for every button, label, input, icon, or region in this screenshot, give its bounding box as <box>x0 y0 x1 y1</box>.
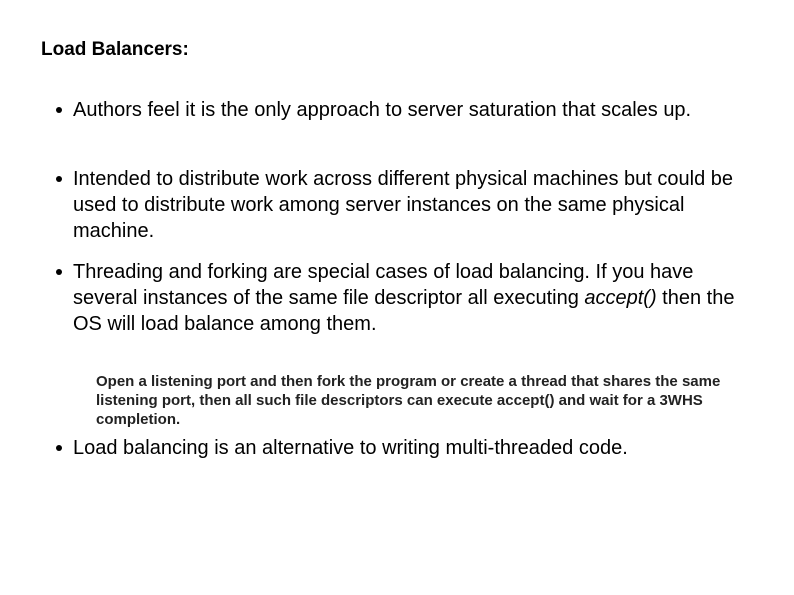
code-accept: accept() <box>584 287 657 309</box>
bullet-text <box>73 259 753 337</box>
bullet-text: Load balancing is an alternative to writing multi-threaded code. <box>73 437 628 459</box>
bullet-dot-icon <box>56 269 62 275</box>
bullet-dot-icon <box>56 176 62 182</box>
sub-note: Open a listening port and then fork the program or create a thread that shares the same listening port, then all such file descriptors can execute accept() and wait for a 3WHS completion. <box>96 373 721 428</box>
bullet-dot-icon <box>56 107 62 113</box>
bullet-text: Intended to distribute work across different physical machines but could be used to distribute work among server instances on the same physical machine. <box>73 168 733 242</box>
bullet-text-part: Threading and forking are special cases of load balancing. If you have several instances of the same file descriptor all executing <box>73 261 694 309</box>
bullet-text-part: then the OS will load balance among them. <box>73 287 735 335</box>
bullet-dot-icon <box>56 445 62 451</box>
slide-title: Load Balancers: <box>41 39 189 60</box>
bullet-text: Authors feel it is the only approach to server saturation that scales up. <box>73 99 692 121</box>
